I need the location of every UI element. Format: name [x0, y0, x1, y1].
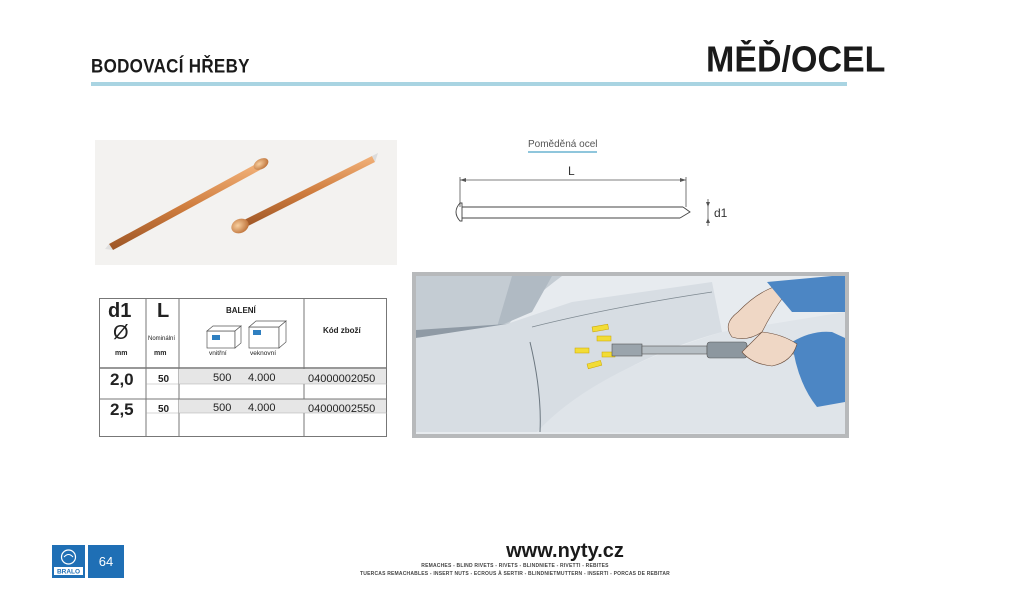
product-photo	[95, 140, 397, 265]
row1-inner: 500	[213, 372, 232, 384]
diameter-symbol: Ø	[113, 322, 129, 344]
logo-text: BRALO	[56, 568, 81, 576]
L-nominal-label: Nominální	[148, 336, 176, 342]
outer-pack-icon	[249, 321, 286, 348]
col-L-header: L	[157, 300, 170, 322]
d1-unit: mm	[115, 350, 128, 357]
row2-inner: 500	[213, 402, 232, 414]
inner-pack-icon	[207, 326, 241, 348]
outer-pack-label: veknovní	[250, 350, 277, 357]
nail-diagram	[440, 135, 740, 235]
material-title: MĚĎ/OCEL	[706, 40, 886, 80]
product-keywords-2: TUERCAS REMACHABLES - INSERT NUTS - ECROUS À SERTIR - BLINDNIETMUTTERN - INSERTI - PORCAS DE REBITAR	[360, 571, 670, 577]
header-divider	[91, 82, 847, 86]
spec-table	[99, 298, 387, 437]
bralo-logo	[52, 545, 85, 578]
material-label: Poměděná ocel	[528, 139, 598, 150]
nail-head-outline	[456, 203, 462, 221]
inner-pack-label: vnitřní	[209, 350, 227, 357]
length-label: L	[568, 164, 575, 178]
nail-1	[105, 156, 270, 250]
page-title: BODOVACÍ HŘEBY	[91, 55, 250, 77]
page-number: 64	[88, 545, 124, 578]
diameter-label: d1	[714, 206, 728, 220]
row1-outer: 4.000	[248, 372, 276, 384]
packaging-header: BALENÍ	[226, 306, 256, 315]
copper-nails-image	[95, 140, 397, 265]
row2-L: 50	[158, 404, 170, 415]
code-header: Kód zboží	[323, 326, 361, 335]
col-d1-header: d1	[108, 300, 132, 322]
usage-illustration	[412, 272, 849, 438]
nail-2	[229, 153, 378, 236]
row2-code: 04000002550	[308, 403, 376, 415]
row1-code: 04000002050	[308, 373, 376, 385]
website-url[interactable]: www.nyty.cz	[506, 540, 624, 562]
row2-d1: 2,5	[110, 400, 134, 419]
L-unit: mm	[154, 350, 167, 357]
product-keywords-1: REMACHES - BLIND RIVETS - RIVETS - BLINDNIETE - RIVETTI - REBITES	[421, 563, 609, 569]
row1-d1: 2,0	[110, 370, 134, 389]
row2-outer: 4.000	[248, 402, 276, 414]
row1-L: 50	[158, 374, 170, 385]
